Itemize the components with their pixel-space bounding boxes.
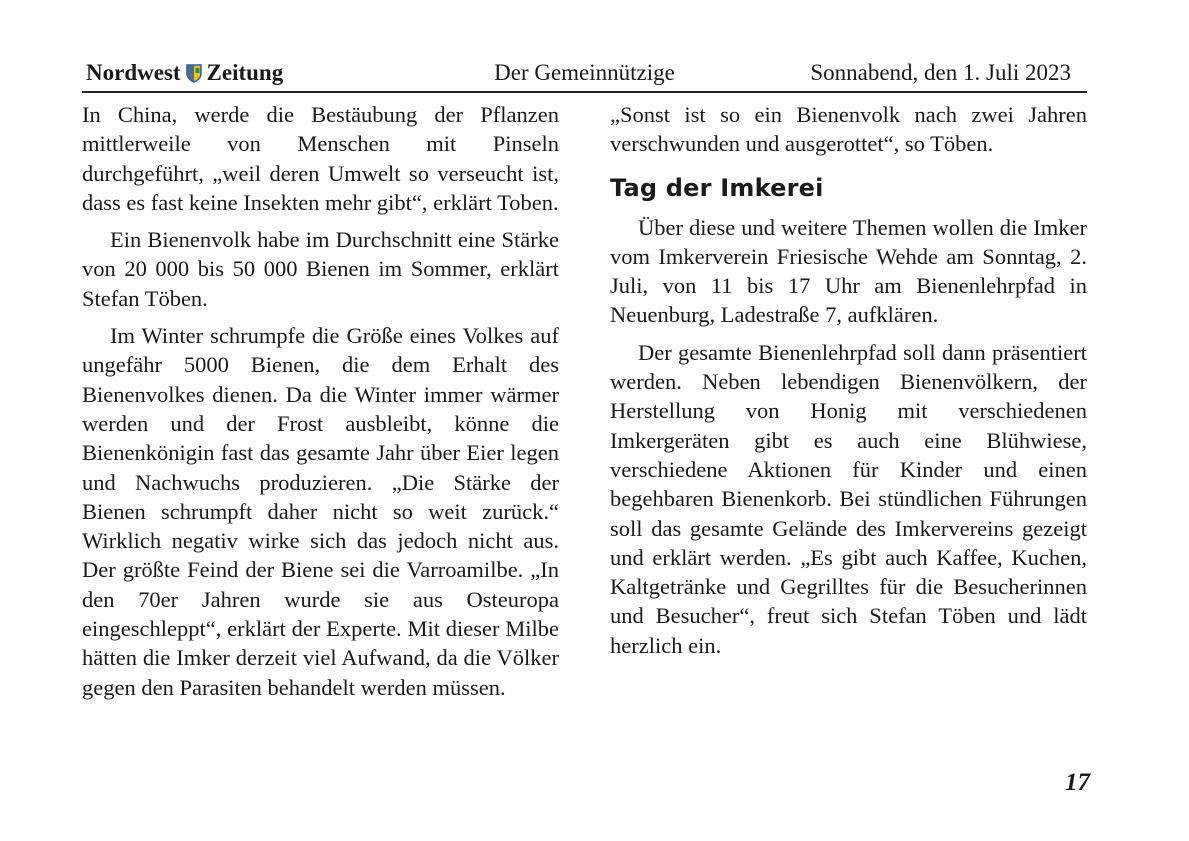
issue-date: Sonnabend, den 1. Juli 2023 [810, 60, 1071, 85]
paragraph: „Sonst ist so ein Bienenvolk nach zwei Jahren verschwunden und ausgerottet“, so Töben. [610, 102, 1087, 157]
masthead-word-left: Nordwest [86, 60, 181, 85]
section-title: Der Gemeinnützige [494, 60, 675, 85]
paragraph: Im Winter schrumpfe die Größe eines Volkes auf ungefähr 5000 Bienen, die dem Erhalt des Bienenvolkes dienen. Da die Winter immer wärmer werden und der Frost ausbleibt, könne die Bienenkönigin fast das gesamte Jahr über Eier legen und Nachwuchs produzieren. „Die Stärke der Bienen schrumpft daher nicht so weit zurück.“ Wirklich negativ wirke sich das jedoch nicht aus. Der größte Feind der Biene sei die Varroamilbe. „In den 70er Jahren wurde sie aus Osteuropa eingeschleppt“, erklärt der Experte. Mit dieser Milbe hätten die Imker derzeit viel Aufwand, da die Völker gegen den Parasiten behandelt werden müssen. [82, 323, 559, 700]
page-number: 17 [1065, 769, 1090, 796]
paragraph: Über diese und weitere Themen wollen die Imker vom Imkerverein Friesische Wehde am Sonntag, 2. Juli, von 11 bis 17 Uhr am Bienenlehrpfad in Neuenburg, Ladestraße 7, aufklären. [610, 214, 1087, 328]
paragraph: In China, werde die Bestäubung der Pflanzen mittlerweile von Menschen mit Pinseln durchgeführt, „weil deren Umwelt so verseucht ist, dass es fast keine Insekten mehr gibt“, erklärt Toben. [82, 102, 559, 215]
left-column [82, 100, 559, 710]
paragraph: Ein Bienenvolk habe im Durchschnitt eine Stärke von 20 000 bis 50 000 Bienen im Sommer, erklärt Stefan Töben. [82, 227, 559, 311]
paragraph: Der gesamte Bienenlehrpfad soll dann präsentiert werden. Neben lebendigen Bienenvölkern, der Herstellung von Honig mit verschiedenen Imkergeräten gibt es auch eine Blühwiese, verschiedene Aktionen für Kinder und einen begehbaren Bienenkorb. Bei stündlichen Führungen soll das gesamte Gelände des Imkervereins gezeigt und erklärt werden. „Es gibt auch Kaffee, Kuchen, Kaltgetränke und Gegrilltes für die Besucherinnen und Besucher“, freut sich Stefan Töben und lädt herzlich ein. [610, 339, 1087, 658]
section-heading: Tag der Imkerei [610, 173, 824, 202]
header-rule [82, 91, 1087, 93]
masthead-word-right: Zeitung [206, 60, 284, 85]
right-column [610, 100, 1087, 668]
page-header [82, 58, 1087, 88]
